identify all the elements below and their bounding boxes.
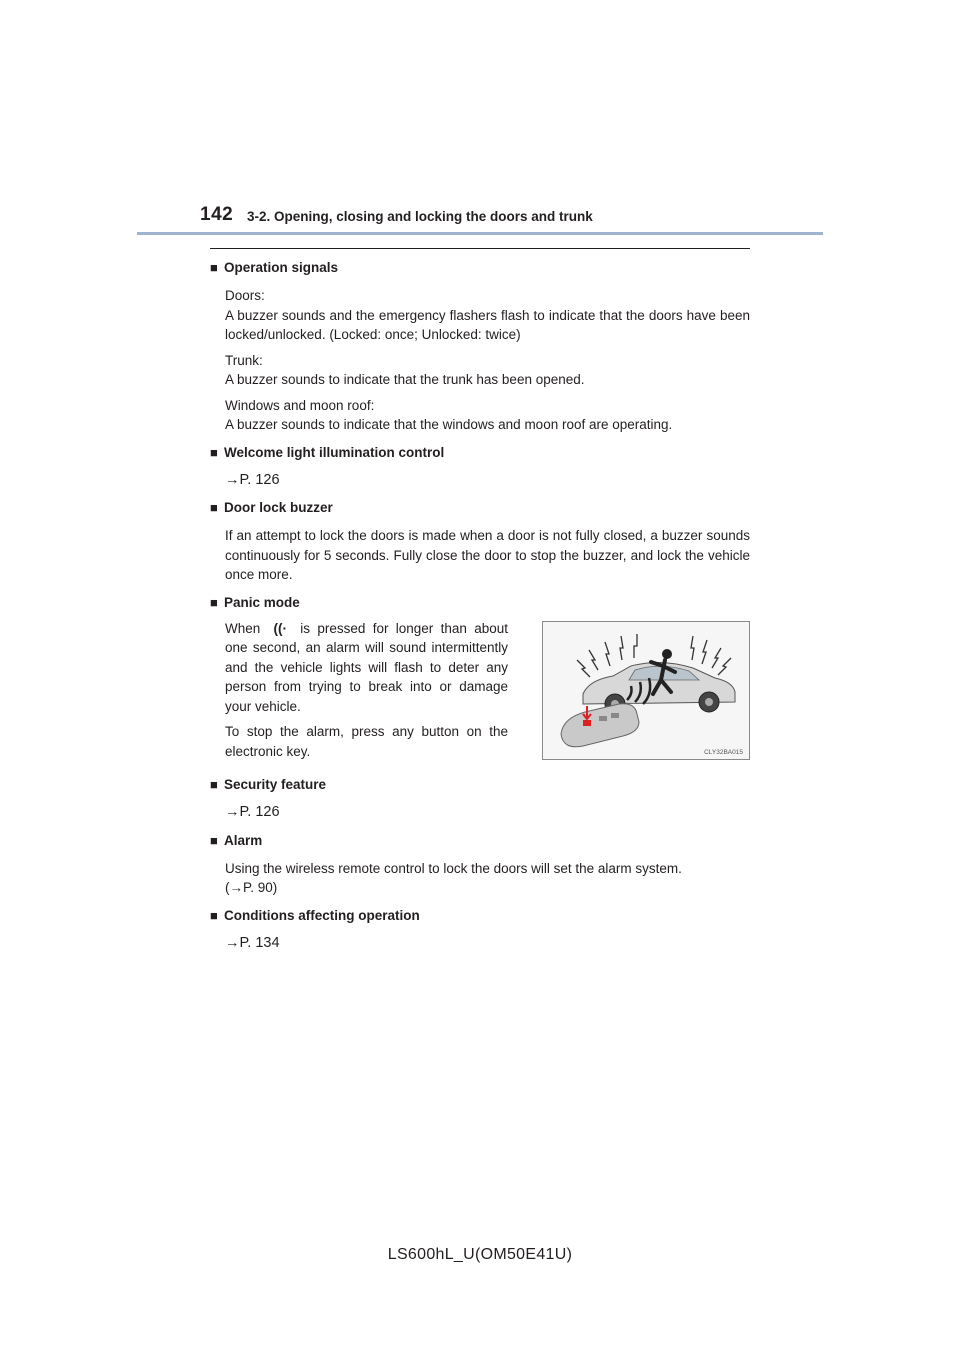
page-header: [0, 0, 960, 240]
windows-label: Windows and moon roof:: [225, 397, 375, 413]
section-heading: ■ Alarm: [210, 831, 750, 851]
header-rule: [137, 232, 823, 235]
square-bullet-icon: ■: [210, 500, 218, 515]
page-number: 142: [200, 204, 234, 225]
stop-alarm-text: To stop the alarm, press any button on the electronic key.: [225, 724, 508, 759]
page-reference-link[interactable]: (→P. 90): [225, 880, 278, 895]
panic-mode-illustration: [542, 621, 750, 760]
page-content: [210, 258, 750, 961]
doors-text: A buzzer sounds and the emergency flashers flash to indicate that the doors have been locked/unlocked. (Locked: once; Unlocked: twice): [225, 307, 750, 342]
trunk-label: Trunk:: [225, 352, 263, 368]
section-text: Using the wireless remote control to lock the doors will set the alarm system.: [225, 860, 682, 876]
section-heading: ■ Panic mode: [210, 593, 750, 613]
content-divider: [210, 248, 750, 249]
section-heading: ■ Operation signals: [210, 258, 750, 278]
section-conditions: [210, 906, 750, 954]
section-heading: ■ Door lock buzzer: [210, 498, 750, 518]
page-reference-link[interactable]: →P. 134: [225, 934, 280, 951]
chapter-title: 3-2. Opening, closing and locking the doors and trunk: [247, 209, 593, 224]
section-heading: ■ Security feature: [210, 775, 750, 795]
square-bullet-icon: ■: [210, 777, 218, 792]
panic-button-icon: ((·: [273, 620, 288, 636]
doors-label: Doors:: [225, 288, 265, 303]
section-body: [225, 286, 750, 435]
page-reference-link[interactable]: →P. 126: [225, 804, 280, 820]
section-operation-signals: [210, 258, 750, 435]
section-door-lock-buzzer: [210, 498, 750, 585]
square-bullet-icon: ■: [210, 832, 218, 848]
figure-code: CLY32BA015: [704, 748, 743, 756]
square-bullet-icon: ■: [210, 907, 218, 923]
square-bullet-icon: ■: [210, 444, 218, 460]
section-alarm: [210, 831, 750, 898]
model-code-footer: LS600hL_U(OM50E41U): [387, 1246, 573, 1263]
car-alarm-illustration-icon: [543, 622, 749, 759]
trunk-text: A buzzer sounds to indicate that the trunk has been opened.: [225, 372, 585, 387]
section-heading: ■ Conditions affecting operation: [210, 906, 750, 926]
square-bullet-icon: ■: [210, 594, 218, 610]
section-panic-mode: ■ Panic mode When ((· is pressed for longer than about one second, an alarm will sound intermittently and the vehicle lights will flash to deter any person from trying to break into or damage your vehicle. To stop the alarm, press any button on the electronic key. CLY32BA015: [210, 593, 750, 768]
page-reference-link[interactable]: →P. 126: [225, 471, 280, 488]
square-bullet-icon: ■: [210, 260, 218, 275]
section-heading: ■ Welcome light illumination control: [210, 443, 750, 463]
section-security-feature: [210, 775, 750, 823]
windows-text: A buzzer sounds to indicate that the windows and moon roof are operating.: [225, 417, 673, 432]
section-welcome-light: [210, 443, 750, 491]
section-text: If an attempt to lock the doors is made when a door is not fully closed, a buzzer sounds continuously for 5 seconds. Fully close the door to stop the buzzer, and lock the vehicle once more.: [225, 528, 750, 582]
